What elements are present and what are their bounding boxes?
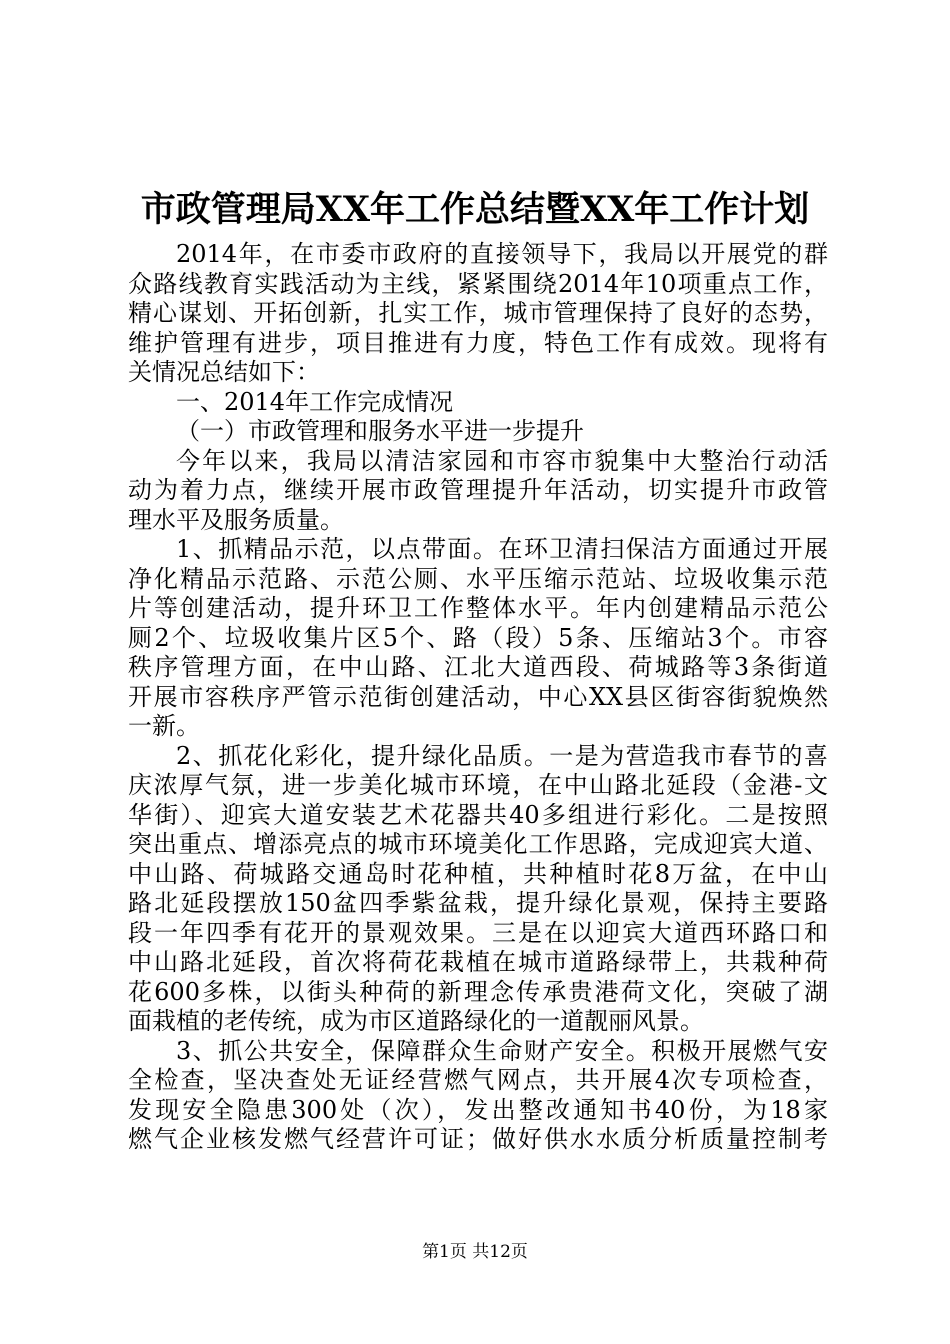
text-line: 开展市容秩序严管示范街创建活动，中心XX县区街容街貌焕然 [128,682,828,711]
text-line: 全检查，坚决查处无证经营燃气网点，共开展4次专项检查， [128,1066,828,1094]
text-line: 今年以来，我局以清洁家园和市容市貌集中大整治行动活 [176,446,828,475]
document-title: 市政管理局XX年工作总结暨XX年工作计划 [140,189,810,230]
text-line: 秩序管理方面，在中山路、江北大道西段、荷城路等3条街道 [128,653,828,681]
text-line: （一）市政管理和服务水平进一步提升 [176,417,584,445]
text-line: 精心谋划、开拓创新，扎实工作，城市管理保持了良好的态势， [128,299,828,327]
text-line: 中山路、荷城路交通岛时花种植，共种植时花8万盆，在中山 [128,859,828,888]
text-line: 2、抓花化彩化，提升绿化品质。一是为营造我市春节的喜 [176,741,828,770]
text-line: 动为着力点，继续开展市政管理提升年活动，切实提升市政管 [128,476,828,504]
document-body [128,240,828,1155]
text-line: 一新。 [128,712,200,740]
text-line: 中山路北延段，首次将荷花栽植在城市道路绿带上，共栽种荷 [128,948,828,976]
text-line: 3、抓公共安全，保障群众生命财产安全。积极开展燃气安 [176,1036,828,1065]
text-line: 一、2014年工作完成情况 [176,387,454,416]
text-line: 发现安全隐患300处（次），发出整改通知书40份，为18家 [128,1095,828,1124]
text-line: 2014年，在市委市政府的直接领导下，我局以开展党的群 [176,240,828,268]
text-line: 花600多株，以街头种荷的新理念传承贵港荷文化，突破了湖 [128,977,828,1006]
text-line: 净化精品示范路、示范公厕、水平压缩示范站、垃圾收集示范 [128,564,828,593]
text-line: 庆浓厚气氛，进一步美化城市环境，在中山路北延段（金港-文 [128,771,828,799]
text-line: 厕2个、垃圾收集片区5个、路（段）5条、压缩站3个。市容 [128,623,828,652]
text-line: 众路线教育实践活动为主线，紧紧围绕2014年10项重点工作， [128,269,828,298]
text-line: 1、抓精品示范，以点带面。在环卫清扫保洁方面通过开展 [176,535,828,563]
text-line: 理水平及服务质量。 [128,505,344,534]
text-line: 维护管理有进步，项目推进有力度，特色工作有成效。现将有 [128,328,828,357]
text-line: 面栽植的老传统，成为市区道路绿化的一道靓丽风景。 [128,1007,704,1035]
text-line: 华街）、迎宾大道安装艺术花器共40多组进行彩化。二是按照 [128,800,828,829]
page-footer: 第1页 共12页 [422,1242,528,1262]
text-line: 突出重点、增添亮点的城市环境美化工作思路，完成迎宾大道、 [128,830,828,858]
text-line: 片等创建活动，提升环卫工作整体水平。年内创建精品示范公 [128,594,828,622]
text-line: 关情况总结如下： [128,358,320,386]
text-line: 燃气企业核发燃气经营许可证；做好供水水质分析质量控制考 [128,1125,828,1153]
text-line: 路北延段摆放150盆四季紫盆栽，提升绿化景观，保持主要路 [128,889,828,917]
text-line: 段一年四季有花开的景观效果。三是在以迎宾大道西环路口和 [128,918,828,947]
